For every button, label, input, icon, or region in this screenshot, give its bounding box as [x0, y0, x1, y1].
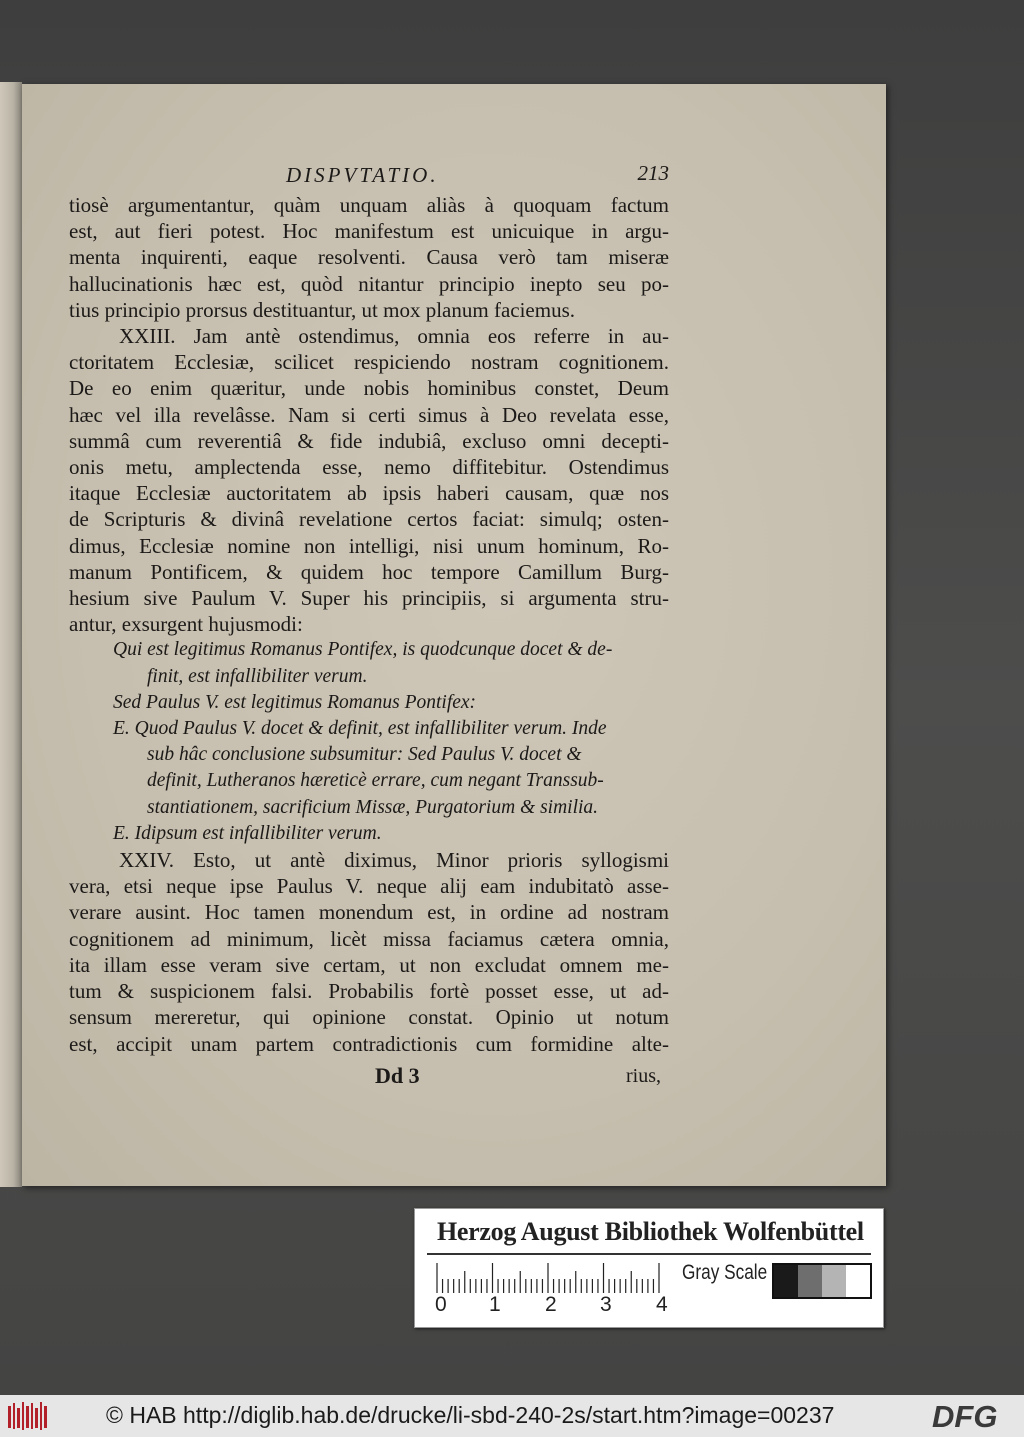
text-line: ctoritatem Ecclesiæ, scilicet respiciendo nostram cognitionem.	[69, 350, 669, 375]
text-line: itaque Ecclesiæ auctoritatem ab ipsis haberi causam, quæ nos	[69, 481, 669, 506]
text-line: hesium sive Paulum V. Super his principiis, si argumenta stru-	[69, 586, 669, 611]
catchword: rius,	[626, 1064, 661, 1087]
text-line: summâ cum reverentiâ & fide indubiâ, excluso omni decepti-	[69, 428, 669, 453]
text-line: manum Pontificem, & quidem hoc tempore Camillum Burg-	[69, 559, 669, 584]
page-header	[69, 161, 669, 190]
text-line: E. Quod Paulus V. docet & definit, est infallibiliter verum. Inde	[113, 718, 607, 740]
gray-swatch	[846, 1265, 870, 1297]
book-page	[22, 84, 886, 1186]
text-line: hallucinationis hæc est, quòd nitantur principio inepto seu po-	[69, 271, 669, 296]
text-line: est, aut fieri potest. Hoc manifestum est unicuique in argu-	[69, 219, 669, 244]
footer-bar	[0, 1395, 1024, 1437]
text-line: onis metu, amplectenda esse, nemo diffitebitur. Ostendimus	[69, 455, 669, 480]
text-line: finit, est infallibiliter verum.	[147, 665, 368, 687]
text-line: vera, etsi neque ipse Paulus V. neque alij eam indubitatò asse-	[69, 874, 669, 899]
library-color-card	[414, 1208, 884, 1328]
text-line: verare ausint. Hoc tamen monendum est, in ordine ad nostram	[69, 900, 669, 925]
running-head: DISPVTATIO.	[286, 163, 439, 187]
scale-number: 0	[435, 1293, 447, 1316]
text-line: tius principio prorsus destituantur, ut mox planum faciemus.	[69, 297, 575, 322]
text-line: Qui est legitimus Romanus Pontifex, is quodcunque docet & de-	[113, 639, 613, 661]
text-line: E. Idipsum est infallibiliter verum.	[113, 822, 382, 844]
gray-swatch	[822, 1265, 846, 1297]
gray-scale-swatches	[772, 1263, 872, 1299]
text-line: definit, Lutheranos hæreticè errare, cum negant Transsub-	[147, 770, 604, 792]
ruler-scale	[435, 1261, 675, 1295]
copyright-link[interactable]: © HAB http://diglib.hab.de/drucke/li-sbd-240-2s/start.htm?image=00237	[106, 1402, 835, 1428]
text-line: tiosè argumentantur, quàm unquam aliàs à quoquam factum	[69, 193, 669, 217]
text-line: sub hâc conclusione subsumitur: Sed Paulus V. docet &	[147, 744, 582, 766]
card-divider	[427, 1253, 871, 1255]
gray-swatch	[798, 1265, 822, 1297]
page-text-block	[69, 161, 669, 1091]
text-line: sensum mereretur, qui opinione constat. Opinio ut notum	[69, 1005, 669, 1030]
dfg-logo: DFG	[932, 1399, 998, 1434]
text-line: Sed Paulus V. est legitimus Romanus Pontifex:	[113, 691, 477, 713]
text-line: cognitionem ad minimum, licèt missa faciamus cætera omnia,	[69, 926, 669, 951]
text-line: stantiationem, sacrificium Missæ, Purgatorium & similia.	[147, 796, 599, 818]
text-line: menta inquirenti, eaque resolventi. Causa verò tam miseræ	[69, 245, 669, 270]
page-footer	[69, 1061, 669, 1091]
scale-number: 4	[656, 1293, 668, 1316]
text-line: hæc vel illa revelâsse. Nam si certi simus à Deo revelata esse,	[69, 402, 669, 427]
text-line: tum & suspicionem falsi. Probabilis fortè posset esse, ut ad-	[69, 979, 669, 1004]
text-line: de Scripturis & divinâ revelatione certos faciat: simulq; osten-	[69, 507, 669, 532]
gray-swatch	[774, 1265, 798, 1297]
page-number: 213	[637, 161, 669, 185]
scale-number: 1	[489, 1293, 501, 1316]
scale-number: 3	[600, 1293, 612, 1316]
text-line: dimus, Ecclesiæ nomine non intelligi, nisi unum hominum, Ro-	[69, 533, 669, 558]
facing-page-edge	[0, 82, 22, 1187]
text-line: antur, exsurgent hujusmodi:	[69, 612, 303, 637]
scale-number: 2	[545, 1293, 557, 1316]
text-lines	[69, 192, 669, 1057]
hab-logo-icon	[6, 1400, 50, 1432]
text-line: XXIII. Jam antè ostendimus, omnia eos referre in au-	[119, 324, 669, 349]
library-name: Herzog August Bibliothek Wolfenbüttel	[437, 1217, 864, 1246]
text-line: De eo enim quæritur, unde nobis hominibus constet, Deum	[69, 376, 669, 401]
text-line: est, accipit unam partem contradictionis cum formidine alte-	[69, 1031, 669, 1056]
signature-mark: Dd 3	[375, 1062, 420, 1088]
gray-scale-label: Gray Scale	[682, 1261, 768, 1284]
text-line: ita illam esse veram sive certam, ut non excludat omnem me-	[69, 952, 669, 977]
text-line: XXIV. Esto, ut antè diximus, Minor prioris syllogismi	[119, 848, 669, 873]
